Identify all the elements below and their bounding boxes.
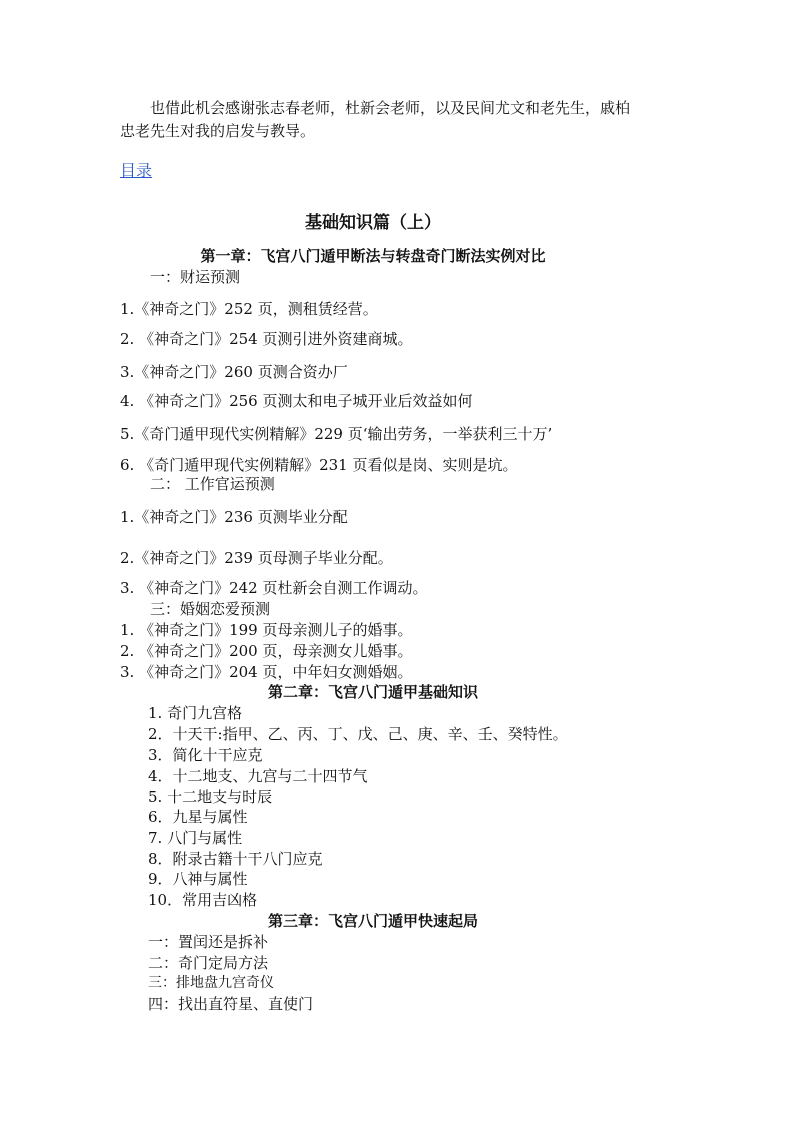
list-item: 10．常用吉凶格 [148, 891, 258, 909]
list-item: 四：找出直符星、直使门 [148, 995, 314, 1013]
list-item: 3.《神奇之门》260 页测合资办厂 [120, 363, 348, 381]
list-item: 8．附录古籍十干八门应克 [148, 850, 323, 868]
list-item: 2. 《神奇之门》200 页，母亲测女儿婚事。 [120, 642, 413, 660]
list-item: 2．十天干:指甲、乙、丙、丁、戊、己、庚、辛、壬、癸特性。 [148, 725, 568, 743]
chapter-2-title: 第二章：飞宫八门遁甲基础知识 [267, 683, 478, 701]
list-item: 1. 《神奇之门》199 页母亲测儿子的婚事。 [120, 621, 413, 639]
list-item: 4．十二地支、九宫与二十四节气 [148, 767, 368, 785]
intro-line-2: 忠老先生对我的启发与教导。 [120, 122, 316, 140]
list-item: 二：奇门定局方法 [148, 954, 269, 972]
section-heading-wealth: 一：财运预测 [150, 268, 241, 286]
list-item: 1.《神奇之门》236 页测毕业分配 [120, 508, 348, 526]
list-item: 1. 奇门九宫格 [148, 704, 243, 722]
list-item: 5. 十二地支与时辰 [148, 788, 273, 806]
list-item: 9．八神与属性 [148, 870, 248, 888]
list-item: 7. 八门与属性 [148, 829, 243, 847]
section-heading-marriage: 三：婚姻恋爱预测 [150, 600, 271, 618]
chapter-1-title: 第一章：飞宫八门遁甲断法与转盘奇门断法实例对比 [200, 247, 546, 265]
list-item: 6. 《奇门遁甲现代实例精解》231 页看似是岗、实则是坑。 [120, 456, 518, 474]
toc-link[interactable]: 目录 [120, 161, 153, 180]
list-item: 三：排地盘九宫奇仪 [148, 975, 274, 991]
list-item: 3. 《神奇之门》242 页杜新会自测工作调动。 [120, 579, 428, 597]
list-item: 1.《神奇之门》252 页，测租赁经营。 [120, 300, 378, 318]
intro-line-1: 也借此机会感谢张志春老师，杜新会老师，以及民间尤文和老先生，戚柏 [150, 99, 631, 117]
part-title: 基础知识篇（上） [305, 213, 441, 233]
list-item: 4. 《神奇之门》256 页测太和电子城开业后效益如何 [120, 392, 473, 410]
chapter-3-title: 第三章：飞宫八门遁甲快速起局 [267, 912, 478, 930]
section-heading-career: 二： 工作官运预测 [150, 475, 275, 493]
list-item: 6．九星与属性 [148, 808, 248, 826]
list-item: 2. 《神奇之门》254 页测引进外资建商城。 [120, 330, 413, 348]
list-item: 3. 《神奇之门》204 页，中年妇女测婚姻。 [120, 663, 413, 681]
list-item: 3．简化十干应克 [148, 746, 263, 764]
list-item: 一：置闰还是拆补 [148, 933, 269, 951]
list-item: 2.《神奇之门》239 页母测子毕业分配。 [120, 549, 393, 567]
list-item: 5.《奇门遁甲现代实例精解》229 页‘输出劳务，一举获利三十万’ [120, 425, 553, 443]
